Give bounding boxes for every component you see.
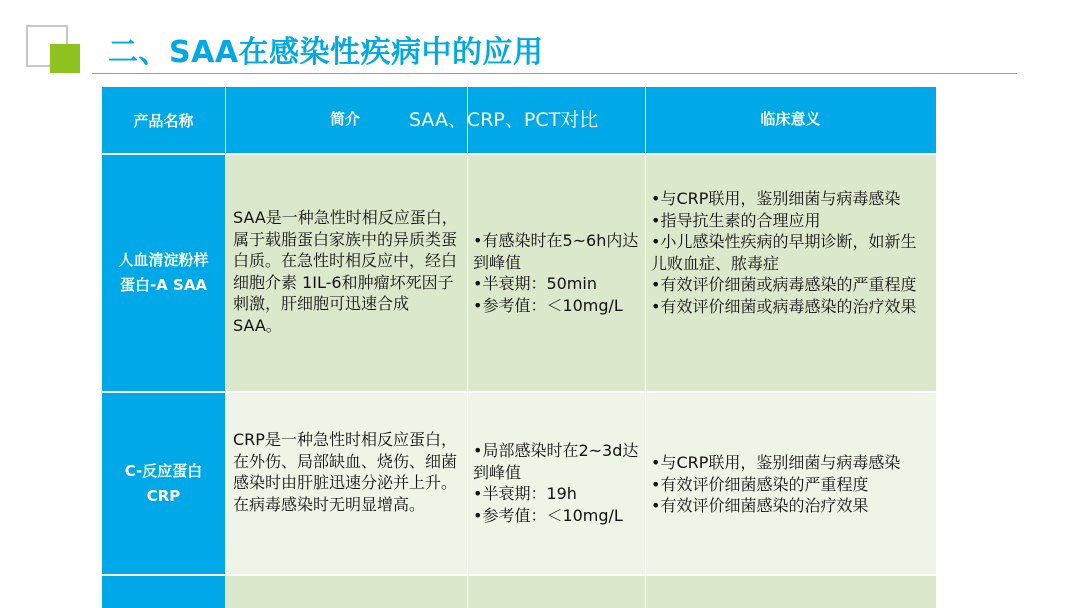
corner-green-square bbox=[50, 44, 80, 73]
crp-clinical-item: •有效评价细菌感染的治疗效果 bbox=[651, 496, 869, 515]
saa-kinetics-item: •半衰期：50min bbox=[473, 274, 597, 293]
saa-kinetics-cell bbox=[467, 154, 645, 392]
saa-kinetics-item: •有感染时在5~6h内达到峰值 bbox=[473, 231, 639, 272]
saa-clinical-item: •与CRP联用，鉴别细菌与病毒感染 bbox=[651, 189, 901, 208]
pct-description-cell bbox=[225, 575, 467, 608]
crp-kinetics-item: •半衰期：19h bbox=[473, 484, 577, 503]
saa-kinetics-item: •参考值：＜10mg/L bbox=[473, 295, 623, 315]
row-label-saa bbox=[102, 154, 225, 392]
header-description-label: 简介 bbox=[330, 110, 361, 128]
column-divider bbox=[645, 87, 646, 608]
header-product-name: 产品名称 bbox=[102, 87, 225, 154]
crp-kinetics-item: •参考值：＜10mg/L bbox=[473, 505, 623, 525]
saa-clinical-item: •有效评价细菌或病毒感染的治疗效果 bbox=[651, 296, 917, 316]
column-divider bbox=[225, 87, 226, 608]
row-divider bbox=[102, 574, 936, 576]
row-label-crp bbox=[102, 392, 225, 575]
crp-clinical-item: •与CRP联用，鉴别细菌与病毒感染 bbox=[651, 453, 901, 472]
saa-clinical-item: •指导抗生素的合理应用 bbox=[651, 210, 821, 230]
crp-clinical-cell bbox=[645, 392, 936, 575]
crp-description: CRP是一种急性时相反应蛋白，在外伤、局部缺血、烧伤、细菌感染时由肝脏迅速分泌并上升。在病毒感染时无明显增高。 bbox=[233, 430, 458, 514]
saa-clinical-item: •有效评价细菌或病毒感染的严重程度 bbox=[651, 275, 917, 294]
saa-clinical-cell bbox=[645, 154, 936, 392]
saa-kinetics-list bbox=[473, 230, 639, 316]
title-divider bbox=[92, 73, 1017, 74]
row-label-crp-text: C-反应蛋白 CRP bbox=[124, 461, 203, 505]
row-label-pct bbox=[102, 575, 225, 608]
row-divider bbox=[102, 153, 936, 155]
row-divider bbox=[102, 391, 936, 393]
saa-description: SAA是一种急性时相反应蛋白，属于载脂蛋白家族中的异质类蛋白质。在急性时相反应中，经白细胞介素 1IL-6和肿瘤坏死因子刺激，肝细胞可迅速合成 SAA。 bbox=[233, 208, 458, 335]
column-divider bbox=[467, 87, 468, 608]
pct-kinetics-cell bbox=[467, 575, 645, 608]
crp-clinical-list bbox=[651, 452, 930, 517]
saa-clinical-item: •小儿感染性疾病的早期诊断，如新生儿败血症、脓毒症 bbox=[651, 232, 917, 273]
saa-description-cell bbox=[225, 154, 467, 392]
comparison-overlay-title: SAA、CRP、PCT对比 bbox=[409, 109, 599, 131]
crp-kinetics-list bbox=[473, 440, 639, 526]
crp-kinetics-item: •局部感染时在2~3d达到峰值 bbox=[473, 441, 639, 482]
comparison-table bbox=[102, 87, 936, 608]
crp-description-cell bbox=[225, 392, 467, 575]
slide-title: 二、SAA在感染性疾病中的应用 bbox=[108, 35, 544, 70]
crp-clinical-item: •有效评价细菌感染的严重程度 bbox=[651, 474, 869, 494]
row-label-saa-text: 人血清淀粉样蛋白-A SAA bbox=[118, 251, 209, 294]
crp-kinetics-cell bbox=[467, 392, 645, 575]
pct-clinical-cell bbox=[645, 575, 936, 608]
saa-clinical-list bbox=[651, 188, 930, 317]
header-clinical: 临床意义 bbox=[645, 87, 936, 154]
